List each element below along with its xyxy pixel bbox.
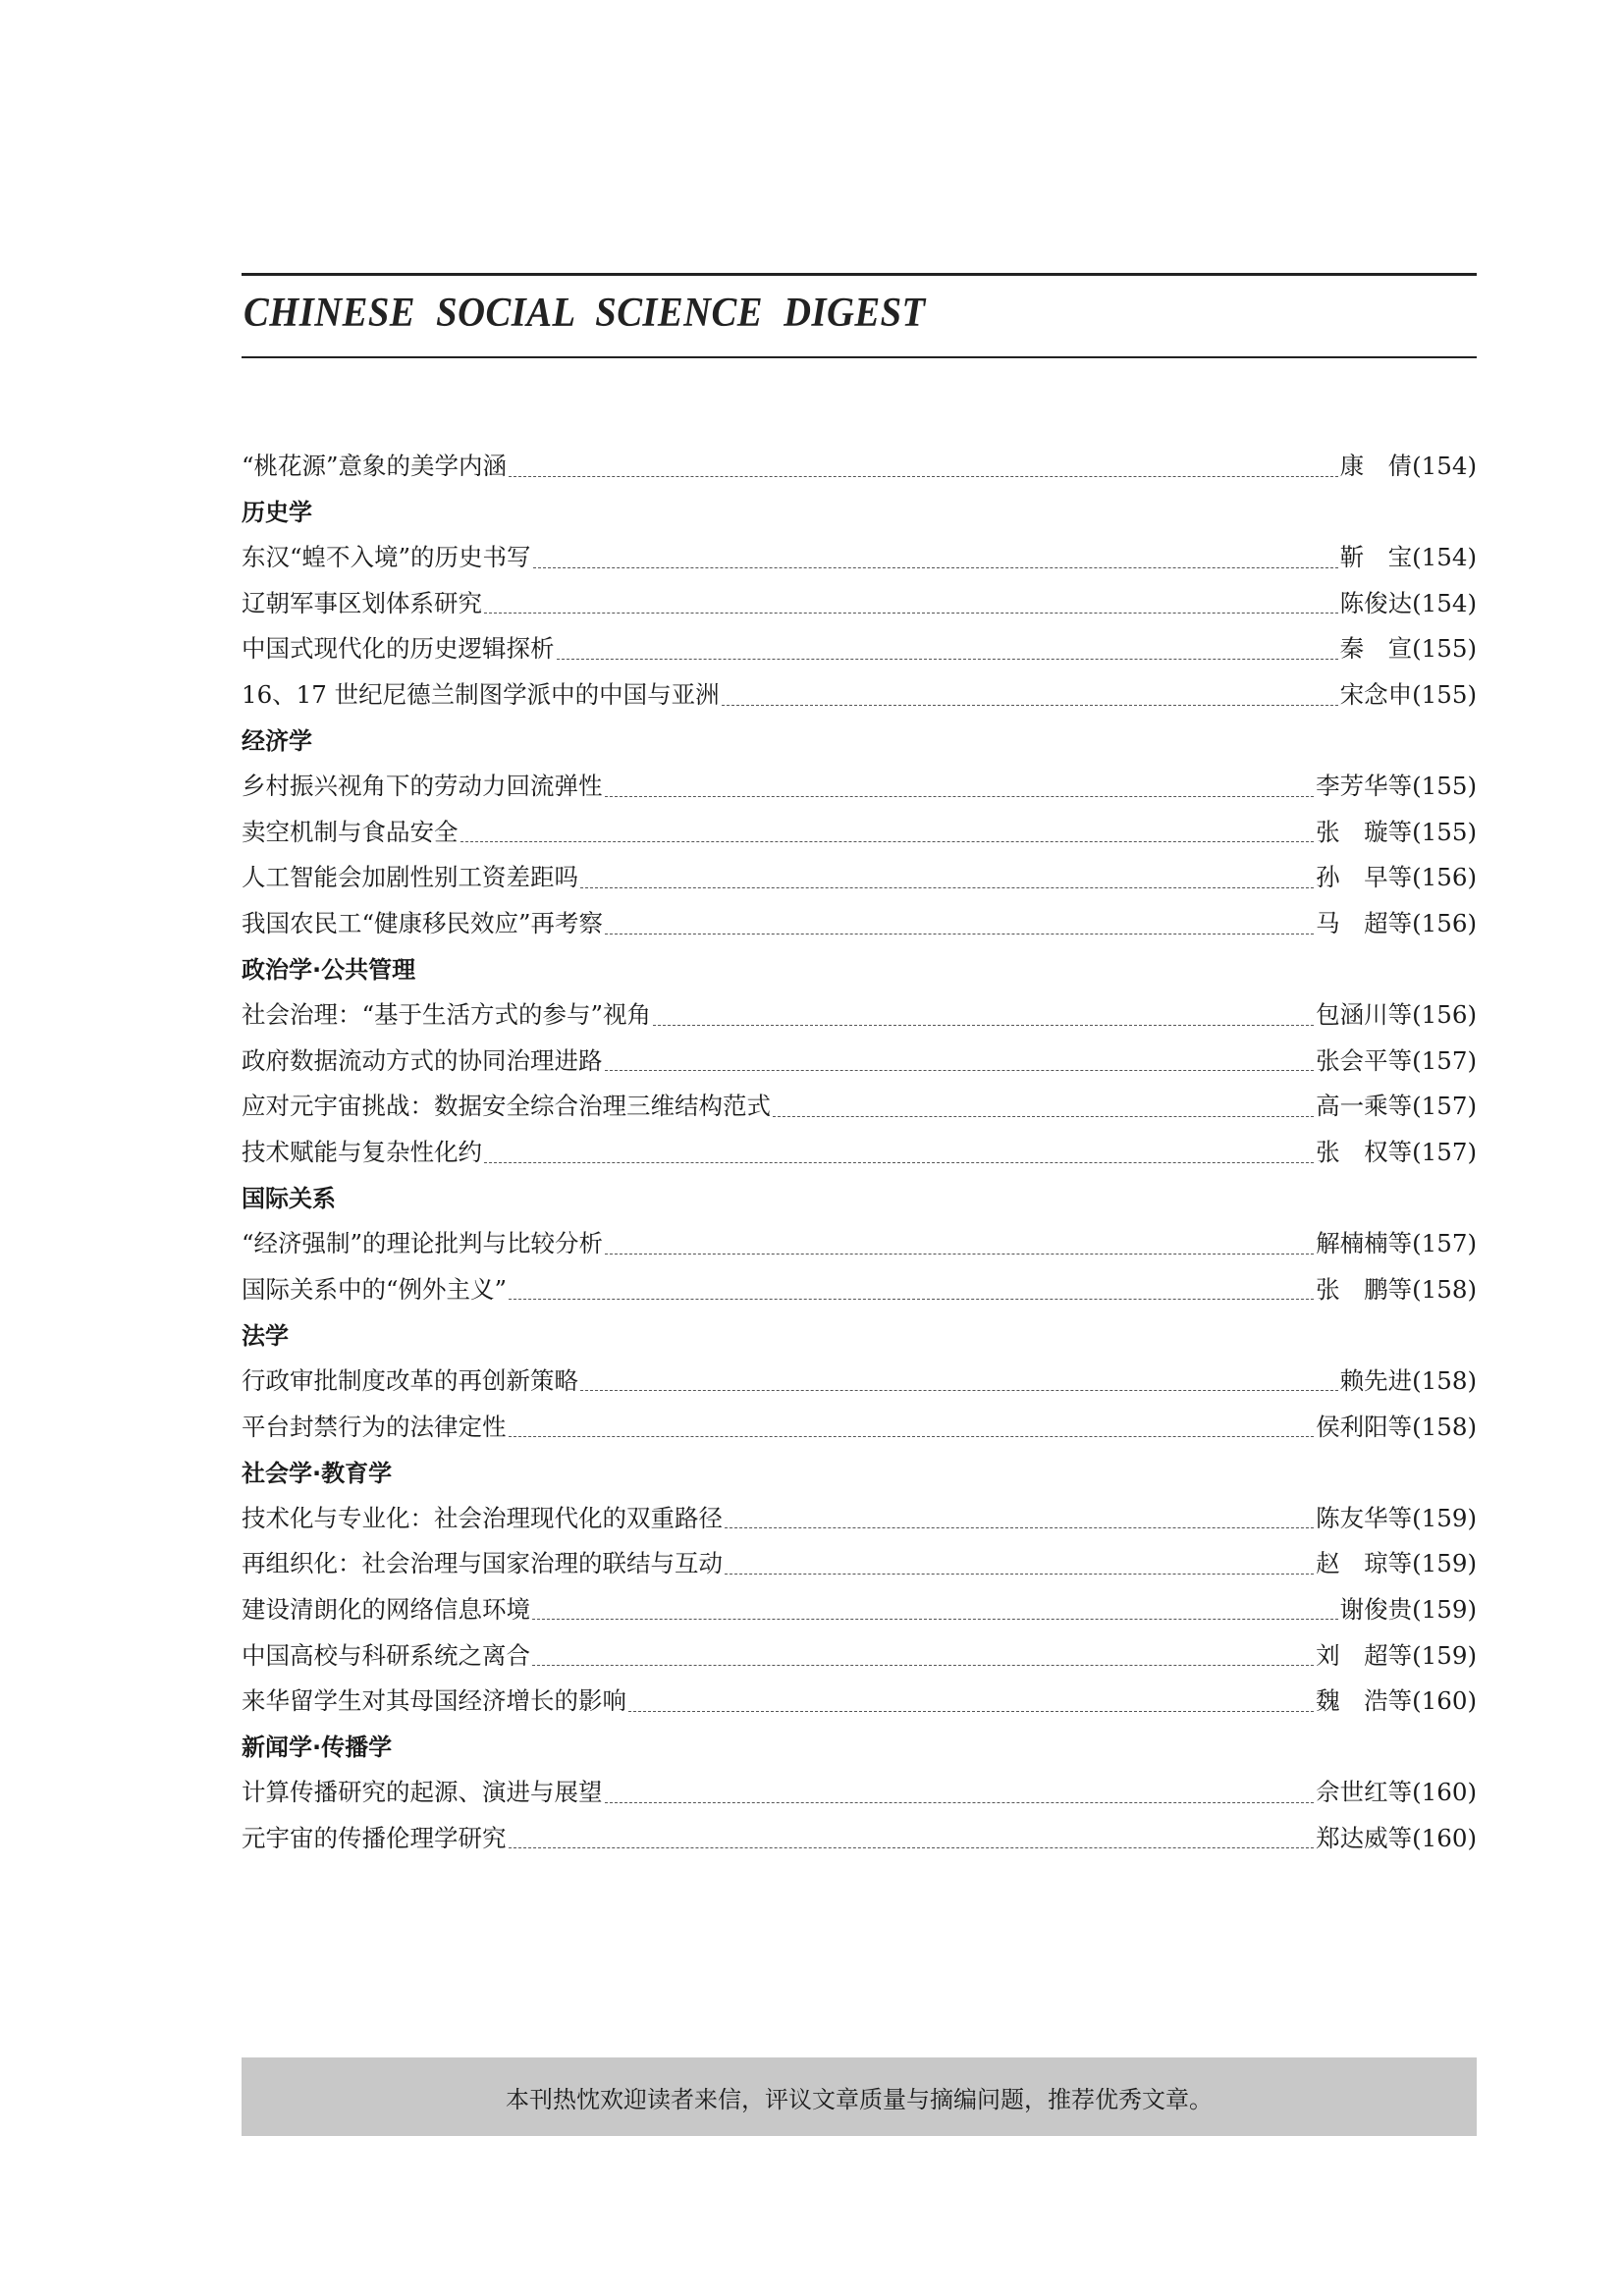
article-title: 平台封禁行为的法律定性 [242,1412,507,1441]
toc-entry [242,1262,1477,1308]
author-name: 张 权等 [1316,1138,1413,1166]
toc-entry [242,1765,1477,1811]
article-title: 中国高校与科研系统之离合 [242,1640,530,1670]
author-name: 郑达威等 [1316,1823,1413,1852]
article-title: 卖空机制与食品安全 [242,817,459,846]
author-name: 赵 琼等 [1316,1549,1413,1578]
toc-entry [242,576,1477,622]
page-number: 158 [1421,1274,1468,1304]
author-page: 宋念申(155) [1339,680,1477,710]
author-page: 佘世红等(160) [1316,1778,1477,1807]
article-title: 再组织化：社会治理与国家治理的联结与互动 [242,1549,723,1578]
article-title: 东汉“蝗不入境”的历史书写 [242,543,531,572]
toc-entry [242,759,1477,805]
dot-leader [773,1116,1314,1117]
page-number: 154 [1421,543,1468,572]
page-number: 154 [1421,588,1468,617]
page-number: 158 [1421,1412,1468,1441]
author-page: 郑达威等(160) [1316,1823,1477,1852]
author-page: 魏 浩等(160) [1316,1686,1477,1716]
toc-section-heading [242,485,1477,531]
article-title: 应对元宇宙挑战：数据安全综合治理三维结构范式 [242,1092,771,1121]
dot-leader [722,705,1338,706]
page-number: 157 [1421,1138,1468,1166]
author-page: 侯利阳等(158) [1316,1412,1477,1441]
author-name: 包涵川等 [1316,1000,1413,1030]
dot-leader [725,1574,1314,1575]
author-name: 刘 超等 [1316,1640,1413,1670]
toc-entry [242,850,1477,896]
author-page: 张 权等(157) [1316,1138,1477,1166]
toc-entry [242,530,1477,576]
author-name: 赖先进 [1339,1365,1413,1395]
article-title: “桃花源”意象的美学内涵 [242,452,508,481]
section-label: 国际关系 [242,1185,336,1213]
section-label: 经济学 [242,727,312,756]
article-title: “经济强制”的理论批判与比较分析 [242,1229,604,1258]
page-number: 158 [1421,1365,1468,1395]
dot-leader [532,1619,1338,1620]
article-title: 16、17 世纪尼德兰制图学派中的中国与亚洲 [242,680,720,710]
section-label: 社会学·教育学 [242,1459,393,1487]
author-name: 张 鹏等 [1316,1274,1413,1304]
page-number: 154 [1421,452,1468,481]
author-page: 赖先进(158) [1339,1365,1477,1395]
author-name: 李芳华等 [1316,772,1413,801]
article-title: 技术化与专业化：社会治理现代化的双重路径 [242,1503,723,1532]
author-page: 高一乘等(157) [1316,1092,1477,1121]
page-number: 156 [1421,1000,1468,1030]
dot-leader [628,1711,1314,1712]
page-number: 155 [1421,680,1468,710]
author-page: 张 鹏等(158) [1316,1274,1477,1304]
article-title: 我国农民工“健康移民效应”再考察 [242,909,604,938]
section-label: 新闻学·传播学 [242,1734,393,1762]
page-number: 159 [1421,1549,1468,1578]
article-title: 行政审批制度改革的再创新策略 [242,1365,578,1395]
author-page: 赵 琼等(159) [1316,1549,1477,1578]
author-name: 秦 宣 [1339,634,1413,664]
dot-leader [509,476,1338,477]
author-page: 李芳华等(155) [1316,772,1477,801]
toc-entry [242,1582,1477,1629]
author-name: 宋念申 [1339,680,1413,710]
author-name: 康 倩 [1339,452,1413,481]
article-title: 社会治理：“基于生活方式的参与”视角 [242,1000,652,1030]
footer-notice: 本刊热忱欢迎读者来信，评议文章质量与摘编问题，推荐优秀文章。 [506,2085,1213,2113]
dot-leader [460,841,1315,842]
author-page: 谢俊贵(159) [1339,1594,1477,1624]
article-title: 辽朝军事区划体系研究 [242,588,482,617]
author-page: 陈友华等(159) [1316,1503,1477,1532]
section-label: 历史学 [242,499,312,527]
page-number: 160 [1421,1823,1468,1852]
toc-entry [242,1674,1477,1720]
article-title: 政府数据流动方式的协同治理进路 [242,1045,603,1075]
journal-header [242,273,1477,358]
page-number: 159 [1421,1503,1468,1532]
article-title: 国际关系中的“例外主义” [242,1274,508,1304]
dot-leader [653,1025,1314,1026]
page-number: 157 [1421,1045,1468,1075]
author-page: 刘 超等(159) [1316,1640,1477,1670]
toc-entry [242,1354,1477,1400]
toc-entry [242,1034,1477,1080]
page-number: 159 [1421,1594,1468,1624]
author-name: 陈友华等 [1316,1503,1413,1532]
toc-entry [242,1216,1477,1262]
dot-leader [605,1254,1314,1255]
dot-leader [509,1847,1315,1848]
dot-leader [605,1070,1315,1071]
section-label: 法学 [242,1321,289,1350]
toc-entry [242,439,1477,485]
toc-entry [242,1491,1477,1537]
author-page: 张会平等(157) [1316,1045,1477,1075]
author-name: 侯利阳等 [1316,1412,1413,1441]
toc-entry [242,1399,1477,1445]
page-number: 155 [1421,817,1468,846]
toc-entry [242,667,1477,714]
table-of-contents [242,439,1477,1856]
article-title: 乡村振兴视角下的劳动力回流弹性 [242,772,603,801]
dot-leader [580,887,1314,888]
toc-entry [242,1811,1477,1857]
toc-section-heading [242,714,1477,760]
toc-entry [242,1628,1477,1674]
author-page: 包涵川等(156) [1316,1000,1477,1030]
toc-section-heading [242,1308,1477,1354]
author-name: 马 超等 [1316,909,1413,938]
dot-leader [484,1162,1314,1163]
dot-leader [605,1802,1315,1803]
article-title: 元宇宙的传播伦理学研究 [242,1823,507,1852]
footer-banner [242,2057,1477,2136]
author-name: 张 璇等 [1316,817,1413,846]
article-title: 来华留学生对其母国经济增长的影响 [242,1686,626,1716]
toc-section-heading [242,942,1477,988]
dot-leader [557,659,1338,660]
journal-title: CHINESE SOCIAL SCIENCE DIGEST [243,291,926,336]
dot-leader [532,1665,1314,1666]
toc-entry [242,1125,1477,1171]
dot-leader [533,567,1338,568]
author-name: 高一乘等 [1316,1092,1413,1121]
author-page: 靳 宝(154) [1339,543,1477,572]
author-name: 魏 浩等 [1316,1686,1413,1716]
dot-leader [605,796,1315,797]
toc-entry [242,896,1477,942]
toc-section-heading [242,1171,1477,1217]
toc-section-heading [242,1720,1477,1766]
author-name: 孙 早等 [1316,863,1413,892]
author-name: 佘世红等 [1316,1778,1413,1807]
author-name: 谢俊贵 [1339,1594,1413,1624]
section-label: 政治学·公共管理 [242,956,416,985]
author-page: 解楠楠等(157) [1316,1229,1477,1258]
article-title: 建设清朗化的网络信息环境 [242,1594,530,1624]
article-title: 中国式现代化的历史逻辑探析 [242,634,555,664]
dot-leader [580,1390,1338,1391]
author-name: 陈俊达 [1339,588,1413,617]
author-page: 张 璇等(155) [1316,817,1477,846]
dot-leader [509,1436,1315,1437]
author-page: 康 倩(154) [1339,452,1477,481]
author-page: 秦 宣(155) [1339,634,1477,664]
toc-entry [242,805,1477,851]
page-number: 157 [1421,1229,1468,1258]
page-number: 156 [1421,863,1468,892]
author-page: 陈俊达(154) [1339,588,1477,617]
page-number: 155 [1421,772,1468,801]
author-name: 靳 宝 [1339,543,1413,572]
toc-entry [242,1536,1477,1582]
toc-entry [242,621,1477,667]
article-title: 计算传播研究的起源、演进与展望 [242,1778,603,1807]
article-title: 技术赋能与复杂性化约 [242,1138,482,1166]
toc-entry [242,988,1477,1034]
page-number: 157 [1421,1092,1468,1121]
article-title: 人工智能会加剧性别工资差距吗 [242,863,578,892]
page-number: 156 [1421,909,1468,938]
toc-section-heading [242,1445,1477,1491]
dot-leader [484,613,1338,614]
page-number: 160 [1421,1778,1468,1807]
page-number: 160 [1421,1686,1468,1716]
toc-entry [242,1079,1477,1125]
author-page: 马 超等(156) [1316,909,1477,938]
page-number: 159 [1421,1640,1468,1670]
dot-leader [725,1527,1314,1528]
author-page: 孙 早等(156) [1316,863,1477,892]
author-name: 解楠楠等 [1316,1229,1413,1258]
author-name: 张会平等 [1316,1045,1413,1075]
dot-leader [509,1299,1314,1300]
page-number: 155 [1421,634,1468,664]
